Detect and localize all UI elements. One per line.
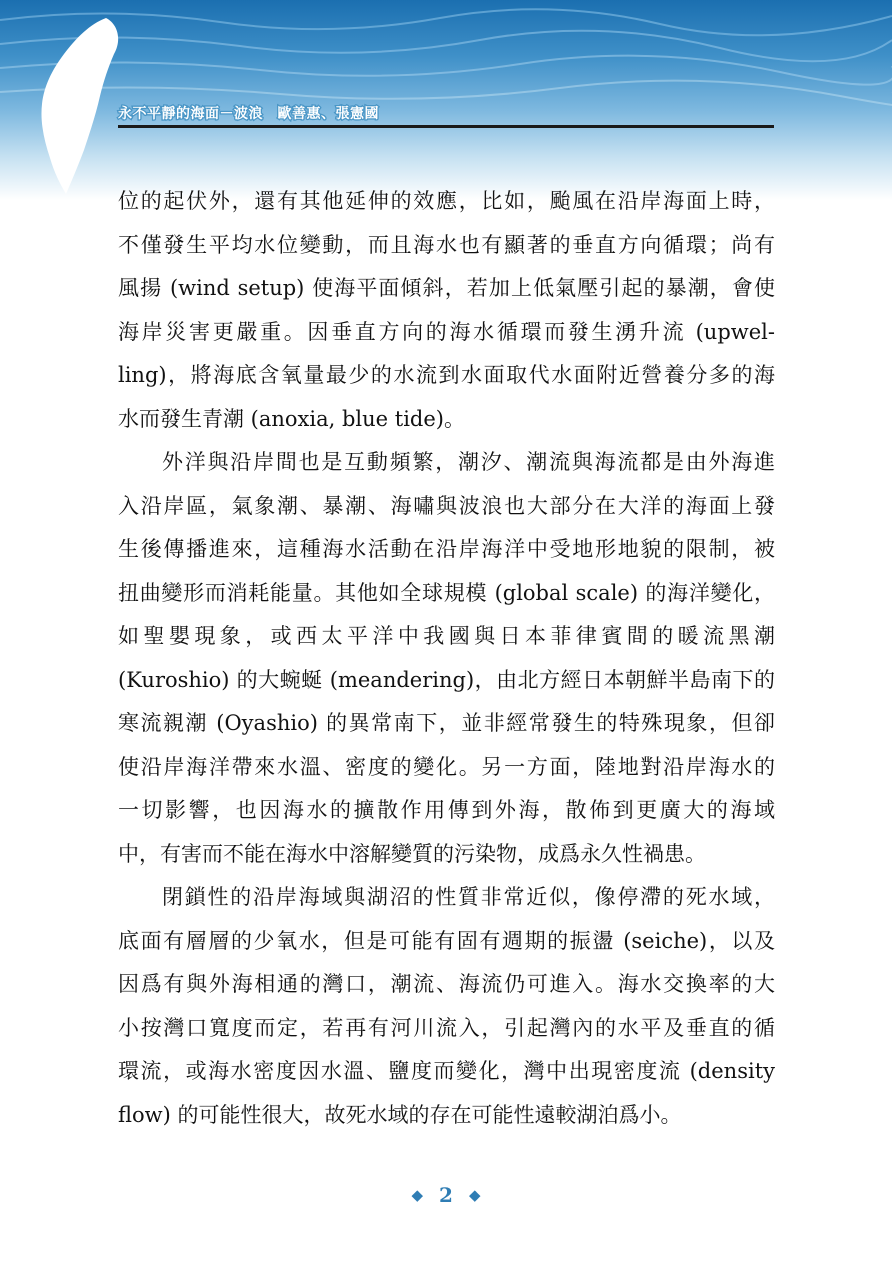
text-line: 海岸災害更嚴重。因垂直方向的海水循環而發生湧升流 (upwel-	[118, 319, 775, 344]
text-line: 風揚 (wind setup) 使海平面傾斜，若加上低氣壓引起的暴潮，會使	[118, 276, 775, 300]
text-line: 寒流親潮 (Oyashio) 的異常南下，並非經常發生的特殊現象，但卻	[118, 711, 775, 735]
text-line: 底面有層層的少氧水，但是可能有固有週期的振盪 (seiche)，以及	[118, 928, 775, 953]
ocean-waves-illustration	[0, 0, 892, 200]
text-line: 環流，或海水密度因水溫、鹽度而變化，灣中出現密度流 (density	[118, 1059, 775, 1083]
text-line: 外洋與沿岸間也是互動頻繁，潮汐、潮流與海流都是由外海進	[162, 450, 775, 474]
diamond-icon: ◆	[468, 1186, 481, 1204]
text-line: 不僅發生平均水位變動，而且海水也有顯著的垂直方向循環；尚有	[118, 232, 775, 257]
text-line: 位的起伏外，還有其他延伸的效應，比如，颱風在沿岸海面上時，	[118, 189, 775, 213]
page-footer	[0, 1183, 892, 1207]
text-line: 生後傳播進來，這種海水活動在沿岸海洋中受地形地貌的限制，被	[118, 537, 775, 561]
taiwan-island-icon	[28, 14, 128, 199]
text-line: 閉鎖性的沿岸海域與湖沼的性質非常近似，像停滯的死水域，	[162, 885, 775, 909]
text-line: 使沿岸海洋帶來水溫、密度的變化。另一方面，陸地對沿岸海水的	[118, 754, 775, 779]
page-number: 2	[439, 1183, 453, 1207]
diamond-icon: ◆	[411, 1186, 424, 1204]
header-divider	[118, 125, 774, 128]
article-body	[118, 180, 775, 1137]
text-line: 入沿岸區，氣象潮、暴潮、海嘯與波浪也大部分在大洋的海面上發	[118, 493, 775, 518]
running-header-title: 永不平靜的海面－波浪 歐善惠、張憲國	[118, 106, 379, 122]
text-line: flow) 的可能性很大，故死水域的存在可能性遠較湖泊爲小。	[118, 1102, 682, 1127]
text-line: 中，有害而不能在海水中溶解變質的污染物，成爲永久性禍患。	[118, 841, 706, 866]
text-line: 小按灣口寬度而定，若再有河川流入，引起灣內的水平及垂直的循	[118, 1015, 775, 1040]
text-line: 因爲有與外海相通的灣口，潮流、海流仍可進入。海水交換率的大	[118, 972, 775, 996]
text-line: 一切影響，也因海水的擴散作用傳到外海，散佈到更廣大的海域	[118, 798, 775, 822]
header-banner	[0, 0, 892, 200]
text-line: 水而發生青潮 (anoxia, blue tide)。	[118, 406, 465, 431]
text-line: 如聖嬰現象，或西太平洋中我國與日本菲律賓間的暖流黑潮	[118, 624, 775, 648]
text-line: ling)，將海底含氧量最少的水流到水面取代水面附近營養分多的海	[118, 363, 775, 387]
text-line: (Kuroshio) 的大蜿蜒 (meandering)，由北方經日本朝鮮半島南下的	[118, 667, 775, 692]
text-line: 扭曲變形而消耗能量。其他如全球規模 (global scale) 的海洋變化，	[118, 580, 775, 605]
